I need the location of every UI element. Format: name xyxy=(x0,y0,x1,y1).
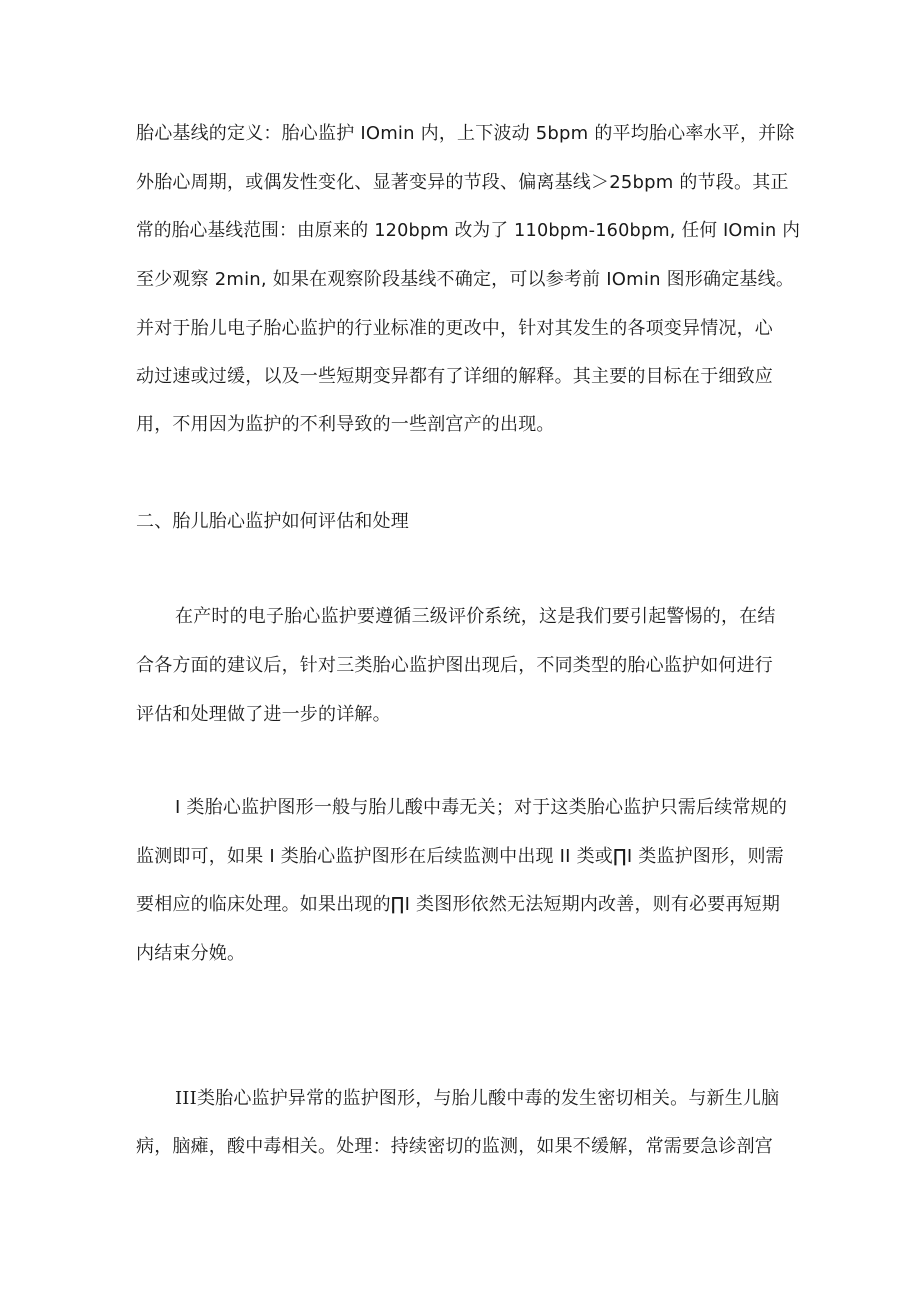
class-numeral: III xyxy=(175,1088,197,1109)
paragraph-line: 病，脑瘫，酸中毒相关。处理：持续密切的监测，如果不缓解，常需要急诊剖宫 xyxy=(136,1136,773,1157)
paragraph-line: 在产时的电子胎心监护要遵循三级评价系统，这是我们要引起警惕的，在结 xyxy=(175,606,776,627)
paragraph-line-text: 类胎心监护异常的监护图形，与胎儿酸中毒的发生密切相关。与新生儿脑 xyxy=(196,1088,780,1109)
paragraph-line: 至少观察 2min, 如果在观察阶段基线不确定，可以参考前 IOmin 图形确定基线。 xyxy=(136,269,795,290)
paragraph-line: 并对于胎儿电子胎心监护的行业标准的更改中，针对其发生的各项变异情况，心 xyxy=(136,318,773,339)
paragraph-line: 胎心基线的定义：胎心监护 IOmin 内，上下波动 5bpm 的平均胎心率水平，并除 xyxy=(136,123,795,144)
paragraph-line: 监测即可，如果 I 类胎心监护图形在后续监测中出现 II 类或∏I 类监护图形，则需 xyxy=(136,846,784,867)
paragraph-line: 用，不用因为监护的不利导致的一些剖宫产的出现。 xyxy=(136,414,555,435)
paragraph-line: 要相应的临床处理。如果出现的∏I 类图形依然无法短期内改善，则有必要再短期 xyxy=(136,894,781,915)
paragraph-line: 内结束分娩。 xyxy=(136,943,246,964)
paragraph-line: 合各方面的建议后，针对三类胎心监护图出现后，不同类型的胎心监护如何进行 xyxy=(136,655,773,676)
paragraph-line xyxy=(175,1087,779,1111)
paragraph-line: I 类胎心监护图形一般与胎儿酸中毒无关；对于这类胎心监护只需后续常规的 xyxy=(175,797,788,818)
section-heading: 二、胎儿胎心监护如何评估和处理 xyxy=(136,511,409,532)
paragraph-line: 评估和处理做了进一步的详解。 xyxy=(136,704,391,725)
paragraph-line: 动过速或过缓，以及一些短期变异都有了详细的解释。其主要的目标在于细致应 xyxy=(136,366,773,387)
paragraph-line: 常的胎心基线范围：由原来的 120bpm 改为了 110bpm-160bpm, 任何 IOmin 内 xyxy=(136,220,801,241)
paragraph-line: 外胎心周期，或偶发性变化、显著变异的节段、偏离基线＞25bpm 的节段。其正 xyxy=(136,172,789,193)
